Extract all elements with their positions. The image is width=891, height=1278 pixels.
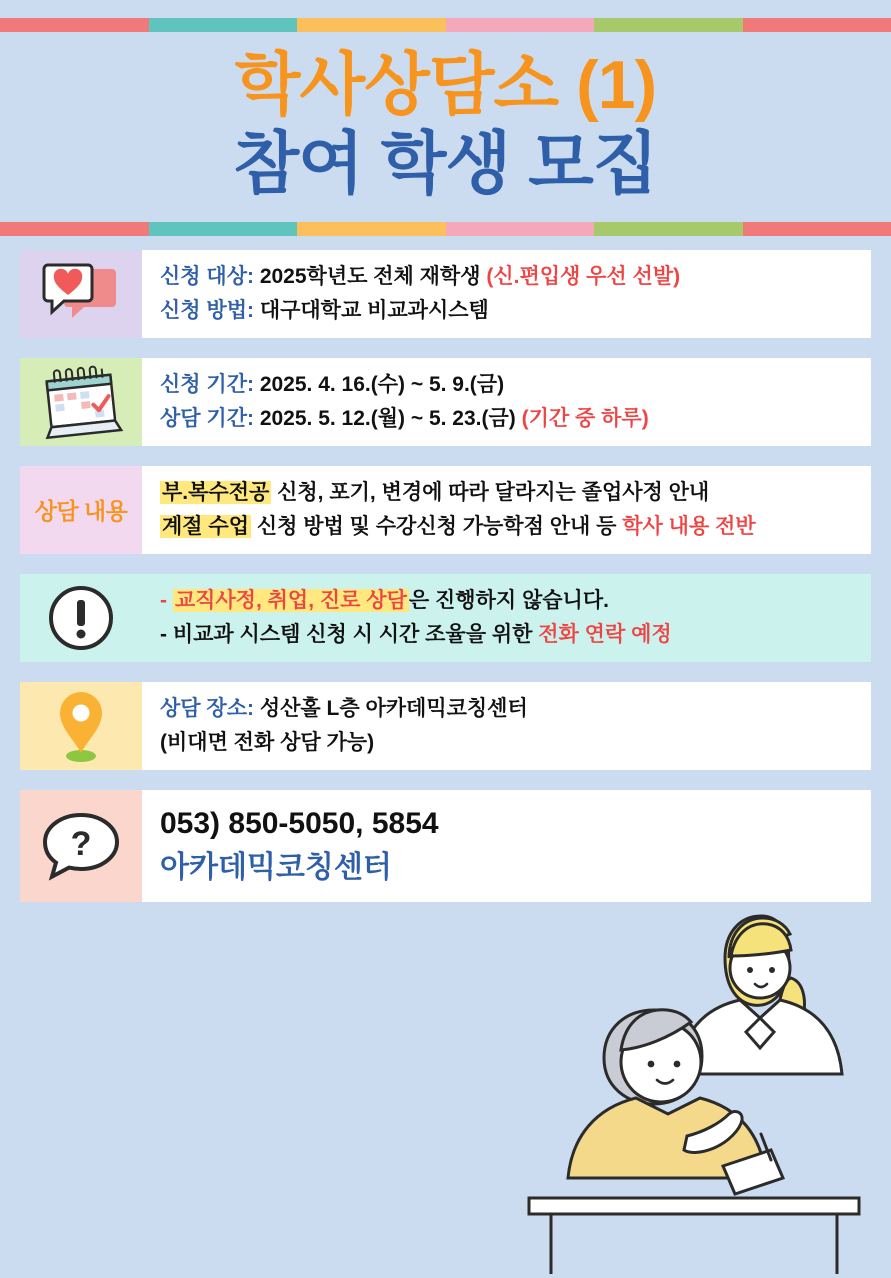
value-method: 대구대학교 비교과시스템 xyxy=(254,299,489,322)
illustration-counseling xyxy=(461,898,891,1278)
extra-target: (신.편입생 우선 선발) xyxy=(481,265,681,288)
row-notice xyxy=(20,574,871,662)
line-notice-1 xyxy=(160,584,857,618)
speech-heart-icon xyxy=(20,250,142,338)
title-line-1: 학사상담소 (1) xyxy=(0,46,891,125)
contact-center: 아카데믹코칭센터 xyxy=(160,846,857,890)
value-major: 신청, 포기, 변경에 따라 달라지는 졸업사정 안내 xyxy=(271,481,709,504)
dash-notice-2: - xyxy=(160,623,173,646)
row-contact xyxy=(20,790,871,902)
stripe-segment xyxy=(149,222,298,236)
line-consult-period xyxy=(160,402,857,436)
value-seasonal: 신청 방법 및 수강신청 가능학점 안내 등 xyxy=(251,515,622,538)
label-method: 신청 방법: xyxy=(160,299,254,322)
row-content-text xyxy=(142,466,871,554)
row-application-text xyxy=(142,250,871,338)
highlight-major: 부.복수전공 xyxy=(160,481,271,504)
dash-notice-1: - xyxy=(160,589,173,612)
stripe-segment xyxy=(446,18,595,32)
row-location-text xyxy=(142,682,871,770)
value-notice-2: 비교과 시스템 신청 시 시간 조율을 위한 xyxy=(173,623,538,646)
stripe-segment xyxy=(149,18,298,32)
value-apply-period: 2025. 4. 16.(수) ~ 5. 9.(금) xyxy=(254,373,504,396)
contact-phone: 053) 850-5050, 5854 xyxy=(160,802,857,846)
extra-seasonal: 학사 내용 전반 xyxy=(622,515,755,538)
question-bubble-icon xyxy=(20,790,142,902)
section-label-consult-content: 상담 내용 xyxy=(20,466,142,554)
label-place: 상담 장소: xyxy=(160,697,254,720)
line-place-note xyxy=(160,726,857,760)
label-apply-period: 신청 기간: xyxy=(160,373,254,396)
line-notice-2 xyxy=(160,618,857,652)
line-place xyxy=(160,692,857,726)
extra-consult-period: (기간 중 하루) xyxy=(516,407,649,430)
value-consult-period: 2025. 5. 12.(월) ~ 5. 23.(금) xyxy=(254,407,516,430)
stripe-segment xyxy=(297,222,446,236)
stripe-top xyxy=(0,18,891,32)
value-place: 성산홀 L층 아카데믹코칭센터 xyxy=(254,697,528,720)
row-application xyxy=(20,250,871,338)
extra-notice-2: 전화 연락 예정 xyxy=(538,623,671,646)
label-consult-period: 상담 기간: xyxy=(160,407,254,430)
row-period xyxy=(20,358,871,446)
highlight-notice-1: 교직사정, 취업, 진로 상담 xyxy=(173,589,409,612)
row-notice-text xyxy=(142,574,871,662)
stripe-segment xyxy=(446,222,595,236)
stripe-middle xyxy=(0,222,891,236)
poster-title xyxy=(0,32,891,214)
exclamation-icon xyxy=(20,574,142,662)
value-target: 2025학년도 전체 재학생 xyxy=(254,265,481,288)
value-notice-1: 은 진행하지 않습니다. xyxy=(409,589,609,612)
stripe-segment xyxy=(743,18,891,32)
stripe-segment xyxy=(0,222,149,236)
highlight-seasonal: 계절 수업 xyxy=(160,515,251,538)
line-method xyxy=(160,294,857,328)
row-content xyxy=(20,466,871,554)
stripe-segment xyxy=(594,18,743,32)
row-period-text xyxy=(142,358,871,446)
stripe-segment xyxy=(743,222,891,236)
stripe-segment xyxy=(594,222,743,236)
row-location xyxy=(20,682,871,770)
stripe-segment xyxy=(297,18,446,32)
title-line-2: 참여 학생 모집 xyxy=(0,125,891,204)
line-seasonal xyxy=(160,510,857,544)
location-pin-icon xyxy=(20,682,142,770)
line-target xyxy=(160,260,857,294)
line-apply-period xyxy=(160,368,857,402)
svg-text:?: ? xyxy=(71,825,92,863)
stripe-segment xyxy=(0,18,149,32)
calendar-icon xyxy=(20,358,142,446)
row-contact-text xyxy=(142,790,871,902)
info-rows xyxy=(0,236,891,902)
line-major xyxy=(160,476,857,510)
value-place-note: (비대면 전화 상담 가능) xyxy=(160,731,374,754)
label-target: 신청 대상: xyxy=(160,265,254,288)
